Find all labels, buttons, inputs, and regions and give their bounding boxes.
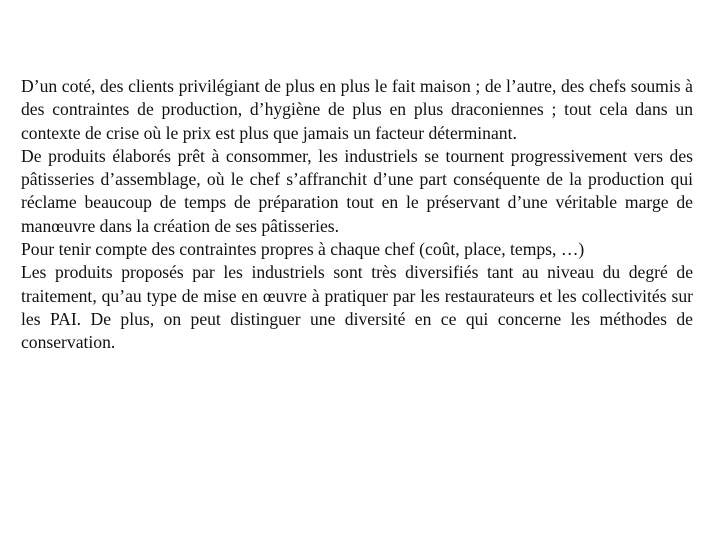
- paragraph-contraintes: Pour tenir compte des contraintes propres à chaque chef (coût, place, temps, …): [21, 239, 585, 260]
- paragraph-industriels: De produits élaborés prêt à consommer, les industriels se tournent progressivement vers des pâtisseries d’assemblage, où le chef s’affranchit d’une part conséquente de la production qui réclame beaucoup de temps de préparation tout en le préservant d’une véritable marge de manœuvre dans la création de ses pâtisseries.: [21, 145, 693, 236]
- body-text: [21, 75, 693, 355]
- paragraph-produits-proposes: Les produits proposés par les industriels sont très diversifiés tant au niveau du degré de traitement, qu’au type de mise en œuvre à pratiquer par les restaurateurs et les collectivités sur les PAI. De plus, on peut distinguer une diversité en ce qui concerne les méthodes de conservation.: [21, 262, 693, 353]
- paragraph-clients-chefs: D’un coté, des clients privilégiant de plus en plus le fait maison ; de l’autre, des chefs soumis à des contraintes de production, d’hygiène de plus en plus draconiennes ; tout cela dans un contexte de crise où le prix est plus que jamais un facteur déterminant.: [21, 76, 693, 143]
